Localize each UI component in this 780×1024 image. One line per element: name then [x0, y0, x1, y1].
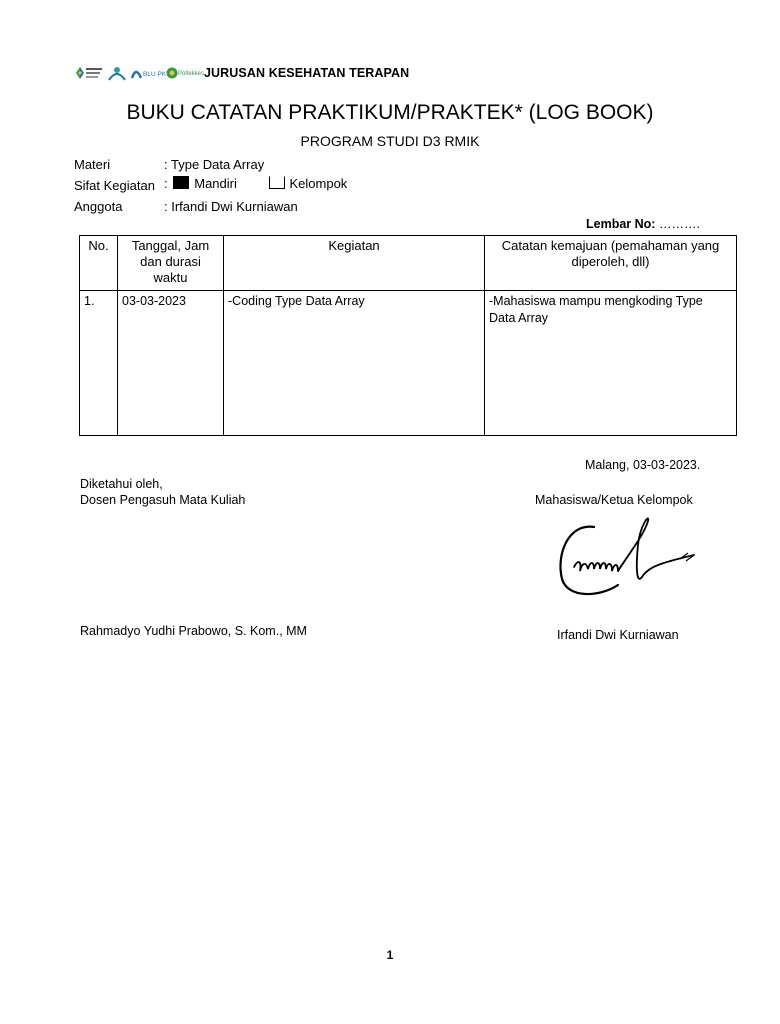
kelompok-checkbox	[269, 176, 285, 189]
lecturer-role: Dosen Pengasuh Mata Kuliah	[80, 493, 246, 507]
kemenkes-logo	[74, 64, 104, 82]
anggota-value: : Irfandi Dwi Kurniawan	[164, 199, 298, 214]
student-name: Irfandi Dwi Kurniawan	[557, 628, 679, 642]
materi-label: Materi	[74, 157, 111, 172]
lecturer-name: Rahmadyo Yudhi Prabowo, S. Kom., MM	[80, 624, 307, 638]
sifat-kegiatan-options	[164, 176, 347, 191]
page-number: 1	[386, 948, 394, 962]
student-signature	[548, 515, 708, 615]
sifat-colon: :	[164, 176, 168, 191]
header-catatan: Catatan kemajuan (pemahaman yang diperoleh, dll)	[485, 236, 737, 291]
mandiri-option-label: Mandiri	[194, 176, 237, 191]
student-role: Mahasiswa/Ketua Kelompok	[535, 493, 693, 507]
table-header-row	[80, 236, 737, 291]
sheet-number-label: Lembar No:	[586, 217, 656, 231]
header-no: No.	[80, 236, 118, 291]
cell-no: 1.	[80, 291, 118, 436]
blu-logo	[130, 64, 167, 82]
document-title: BUKU CATATAN PRAKTIKUM/PRAKTEK* (LOG BOOK)	[126, 101, 654, 124]
known-by: Diketahui oleh,	[80, 477, 163, 491]
cell-tanggal: 03-03-2023	[118, 291, 224, 436]
place-date: Malang, 03-03-2023.	[585, 458, 701, 472]
cell-kegiatan: -Coding Type Data Array	[224, 291, 485, 436]
kelompok-option-label: Kelompok	[289, 176, 348, 191]
anggota-label: Anggota	[74, 199, 123, 214]
poltekkes-logo	[166, 64, 205, 82]
mandiri-checkbox	[173, 176, 189, 189]
table-row	[80, 291, 737, 436]
study-program: PROGRAM STUDI D3 RMIK	[300, 133, 480, 149]
sheet-number-blank: ……….	[658, 217, 700, 231]
materi-value: : Type Data Array	[164, 157, 265, 172]
institution-logos	[74, 64, 205, 82]
poltekkes-logo-text: Poltekkes	[178, 71, 205, 77]
department-name: JURUSAN KESEHATAN TERAPAN	[204, 66, 410, 80]
document-header	[74, 62, 409, 84]
germas-logo	[106, 64, 128, 82]
cell-catatan: -Mahasiswa mampu mengkoding Type Data Array	[485, 291, 737, 436]
sheet-number	[586, 217, 700, 231]
header-kegiatan: Kegiatan	[224, 236, 485, 291]
sifat-kegiatan-label: Sifat Kegiatan	[74, 178, 155, 193]
header-tanggal: Tanggal, Jam dan durasi waktu	[118, 236, 224, 291]
log-table	[79, 235, 737, 436]
blu-logo-text: BLU PK	[143, 71, 167, 78]
